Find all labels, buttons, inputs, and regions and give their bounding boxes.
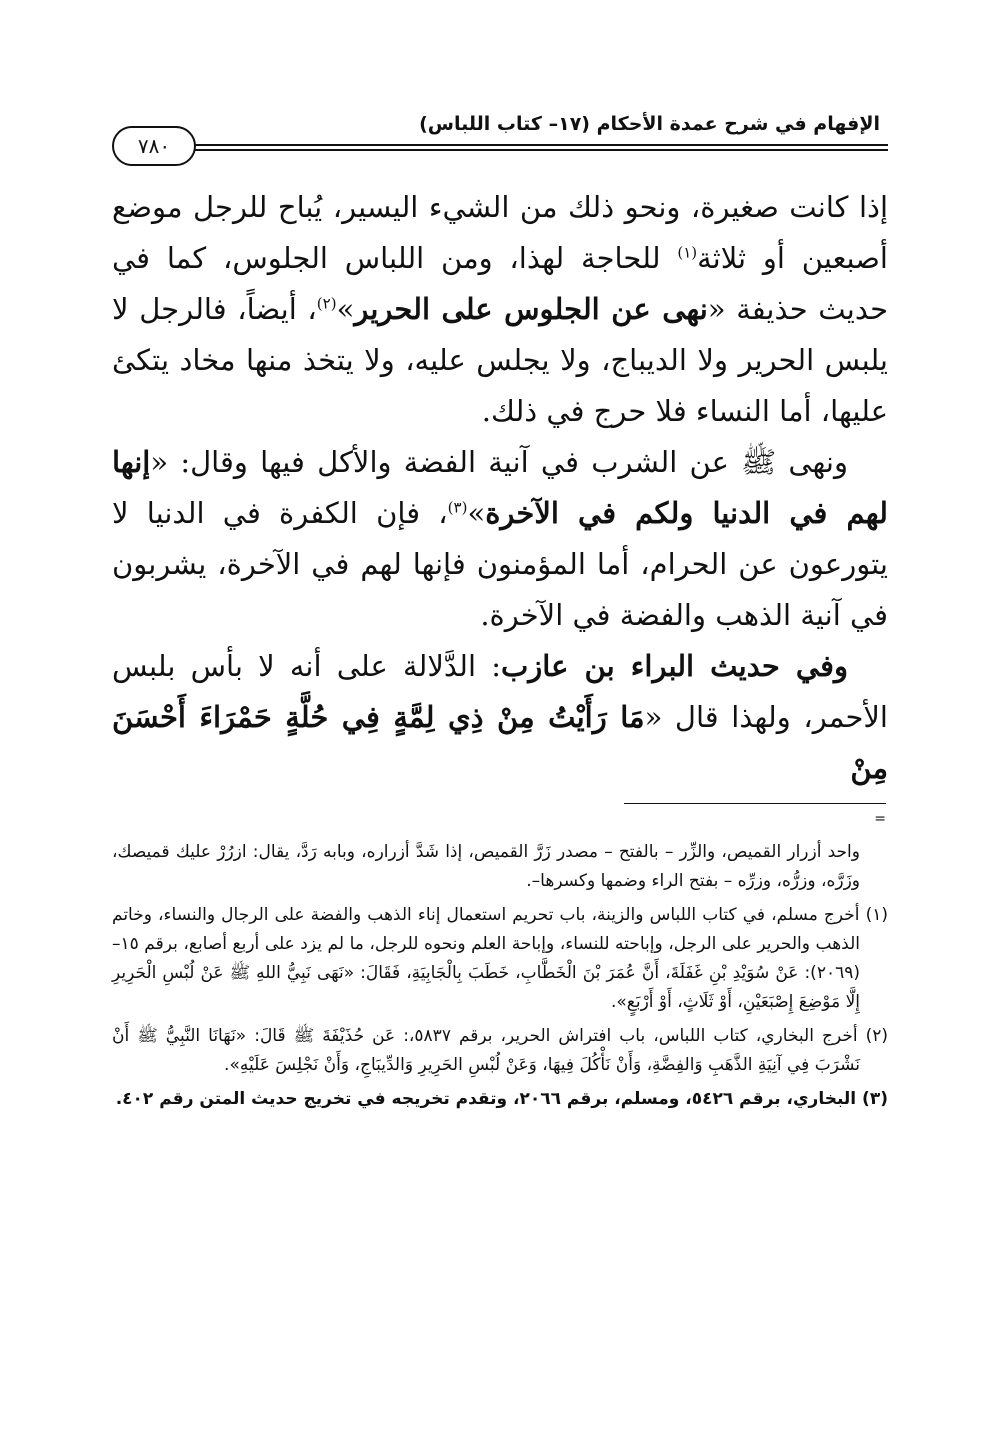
header-rule-double (188, 149, 888, 151)
footnote-1: (١) أخرج مسلم، في كتاب اللباس والزينة، باب تحريم استعمال إناء الذهب والفضة على الرجال والنساء، وخاتم الذهب والحرير على الرجل، وإباحته للنساء، وإباحة العلم ونحوه للرجل، ما لم يزد على أربع أصابع، برقم ١٥–(٢٠٦٩): عَنْ سُوَيْدِ بْنِ غَفَلَةَ، أَنَّ عُمَرَ بْنَ الْخَطَّابِ، خَطَبَ بِالْجَابِيَةِ، فَقَالَ: «نَهَى نَبِيُّ اللهِ ﷺ عَنْ لُبْسِ الْحَرِيرِ إِلَّا مَوْضِعَ إِصْبَعَيْنِ، أَوْ ثَلَاثٍ، أَوْ أَرْبَعٍ». (112, 905, 888, 1012)
running-header (112, 110, 888, 174)
paragraph-3: وفي حديث البراء بن عازب: الدَّلالة على أنه لا بأس بلبس الأحمر، ولهذا قال «مَا رَأَيْتُ مِنْ ذِي لِمَّةٍ فِي حُلَّةٍ حَمْرَاءَ أَحْسَنَ مِنْ (112, 649, 888, 785)
footnote-ref-2[interactable]: (٢) (316, 294, 337, 313)
footnote-ref-3[interactable]: (٣) (447, 498, 468, 517)
paragraph-2: ونهى ﷺ عن الشرب في آنية الفضة والأكل فيها وقال: «إنها لهم في الدنيا ولكم في الآخرة»$^{(٣)}$، فإن الكفرة في الدنيا لا يتورعون عن الحرام، أما المؤمنون فإنها لهم في الآخرة، يشربون في آنية الذهب والفضة في الآخرة. (112, 445, 888, 632)
header-rule (188, 144, 888, 146)
footnote-2: (٢) أخرج البخاري، كتاب اللباس، باب افتراش الحرير، برقم ٥٨٣٧،: عَن حُذَيْفَةَ ﷺ قَالَ: «نَهَانَا النَّبِيُّ ﷺ أَنْ نَشْرَبَ فِي آنِيَةِ الذَّهَبِ وَالفِضَّةِ، وَأَنْ نَأْكُلَ فِيهَا، وَعَنْ لُبْسِ الحَرِيرِ وَالدِّيبَاجِ، وَأَنْ نَجْلِسَ عَلَيْهِ». (112, 1026, 888, 1075)
section-lead: وفي حديث البراء بن عازب (501, 649, 848, 683)
hadith-quote-3: مَا رَأَيْتُ مِنْ ذِي لِمَّةٍ فِي حُلَّةٍ حَمْرَاءَ أَحْسَنَ مِنْ (112, 700, 888, 785)
header-title: الإفهام في شرح عمدة الأحكام (١٧– كتاب اللباس) (419, 113, 880, 135)
footnote-continuation-mark: = (874, 811, 886, 827)
hadith-quote-1: نهى عن الجلوس على الحرير (354, 292, 708, 326)
footnote-ref-1[interactable]: (١) (677, 243, 698, 262)
main-text (112, 182, 888, 794)
hadith-quote-2: إنها لهم في الدنيا ولكم في الآخرة (112, 445, 888, 530)
footnote-separator (624, 803, 886, 804)
paragraph-1: إذا كانت صغيرة، ونحو ذلك من الشيء اليسير، يُباح للرجل موضع أصبعين أو ثلاثة$^{(١)}$ للحاجة لهذا، ومن اللباس الجلوس، كما في حديث حذيفة «نهى عن الجلوس على الحرير»$^{(٢)}$، أيضاً، فالرجل لا يلبس الحرير ولا الديباج، ولا يجلس عليه، ولا يتخذ منها مخاد يتكئ عليها، أما النساء فلا حرج في ذلك. (112, 190, 889, 428)
footnote-3: (٣) البخاري، برقم ٥٤٢٦، ومسلم، برقم ٢٠٦٦، وتقدم تخريجه في تخريج حديث المتن رقم ٤٠٢. (115, 1089, 888, 1109)
page-number: ٧٨٠ (112, 126, 196, 166)
footnote-continuation: واحد أزرار القميص، والزِّر – بالفتح – مصدر زَرَّ القميص، إذا شَدَّ أزراره، وبابه رَدَّ، يقال: ازرُرْ عليك قميصك، وزَرَّه، وزرُّه، وزرِّه – بفتح الراء وضمها وكسرها–. (112, 842, 860, 891)
footnotes (112, 838, 888, 1119)
